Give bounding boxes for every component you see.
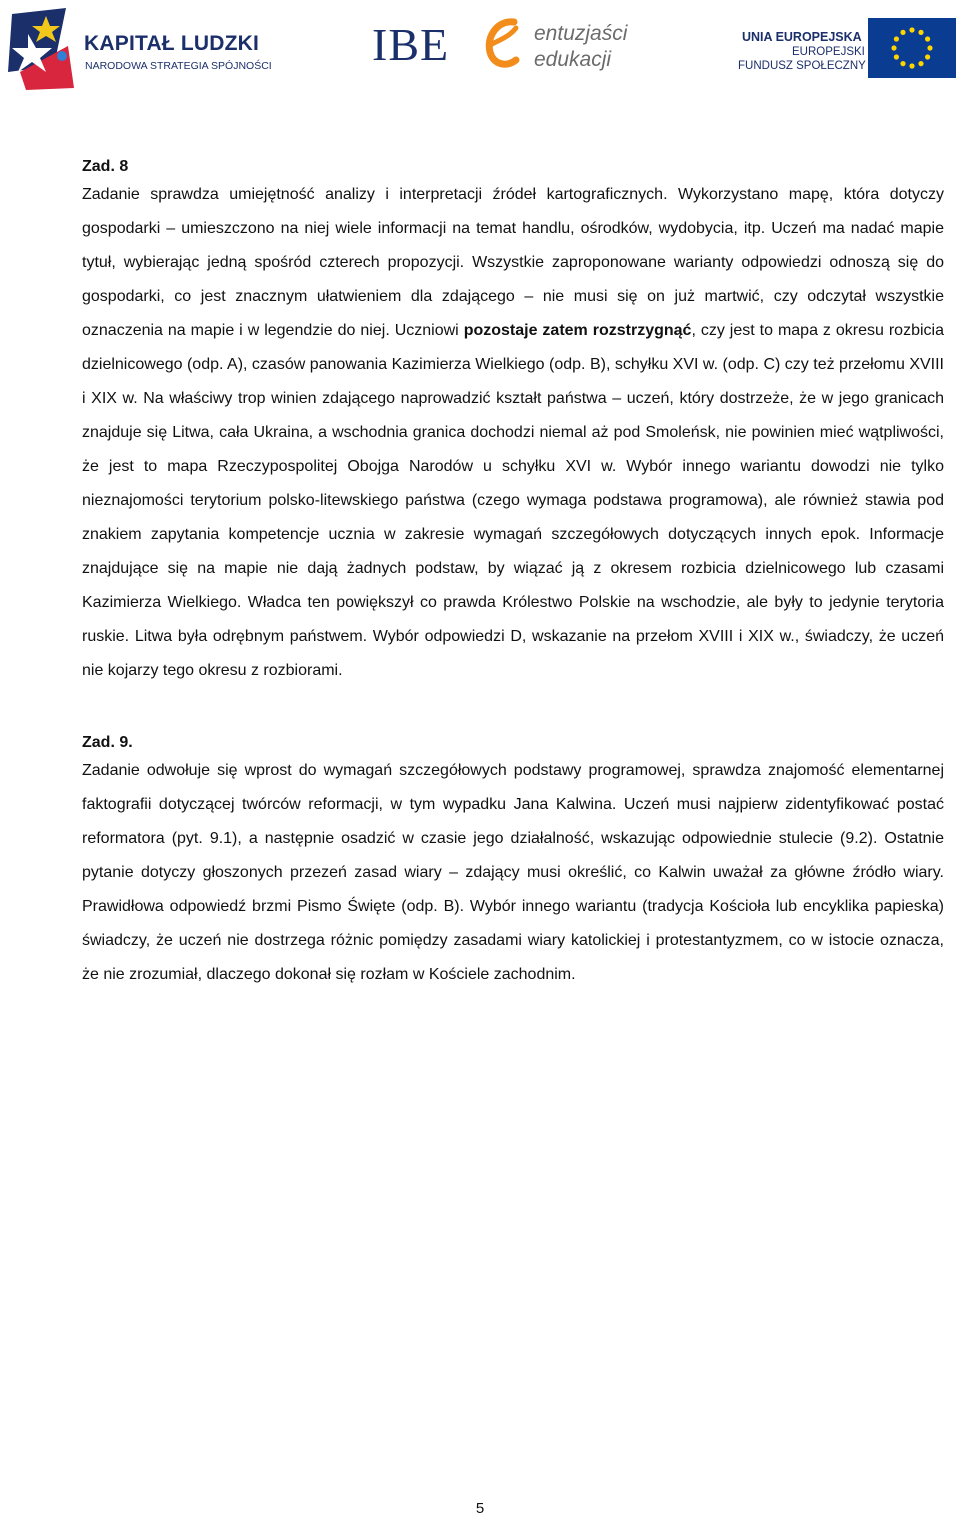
ibe-brand-line2: edukacji xyxy=(534,48,612,71)
ue-line1: EUROPEJSKI xyxy=(792,46,865,58)
eu-flag-icon xyxy=(868,18,956,78)
kapital-ludzki-title: KAPITAŁ LUDZKI xyxy=(84,32,260,55)
zad8-paragraph xyxy=(82,178,944,688)
kapital-ludzki-emblem-icon xyxy=(6,6,78,92)
ibe-brand-line1: entuzjaści xyxy=(534,22,628,45)
ue-title: UNIA EUROPEJSKA xyxy=(742,30,862,44)
zad8-text-part2: , czy jest to mapa z okresu rozbicia dzielnicowego (odp. A), czasów panowania Kazimierza Wielkiego (odp. B), schyłku XVI w. (odp. C) czy też przełomu XVIII i XIX w. Na właściwy trop winien zdającego naprowadzić kształt państwa – uczeń, który dostrzeże, że w jego granicach znajduje się Litwa, cała Ukraina, a wschodnia granica dochodzi niemal aż pod Smoleńsk, nie powinien mieć wątpliwości, że jest to mapa Rzeczypospolitej Obojga Narodów u schyłku XVI w. Wybór innego wariantu dowodzi nie tylko nieznajomości terytorium polsko-litewskiego państwa (czego wymaga podstawa programowa), ale również stawia pod znakiem zapytania kompetencje ucznia w zakresie wymagań szczegółowych dotyczących innych epok. Informacje znajdujące się na mapie nie dają żadnych podstaw, by wiązać ją z okresem rozbicia dzielnicowego lub czasami Kazimierza Wielkiego. Władca ten powiększył co prawda Królestwo Polskie na wschodzie, ale były to jedynie terytoria ruskie. Litwa była odrębnym państwem. Wybór odpowiedzi D, wskazanie na przełom XVIII i XIX w., świadczy, że uczeń nie kojarzy tego okresu z rozbiorami. xyxy=(82,322,944,679)
entuzjasci-e-icon xyxy=(480,14,524,76)
unia-europejska-logo xyxy=(738,18,958,80)
zad8-bold-phrase: pozostaje zatem rozstrzygnąć xyxy=(463,322,692,339)
zad9-paragraph: Zadanie odwołuje się wprost do wymagań szczegółowych podstawy programowej, sprawdza znajomość elementarnej faktografii dotyczącej twórców reformacji, w tym wypadku Jana Kalwina. Uczeń musi najpierw zidentyfikować postać reformatora (pyt. 9.1), a następnie osadzić w czasie jego działalność, wskazując odpowiednie stulecie (9.2). Ostatnie pytanie dotyczy głoszonych przezeń zasad wiary – zdający musi określić, co Kalwin uważał za główne źródło wiary. Prawidłowa odpowiedź brzmi Pismo Święte (odp. B). Wybór innego wariantu (tradycja Kościoła lub encyklika papieska) świadczy, że uczeń nie dostrzega różnic pomiędzy zasadami wiary katolickiej i protestantyzmem, co w istocie oznacza, że nie zrozumiał, dlaczego dokonał się rozłam w Kościele zachodnim. xyxy=(82,762,944,983)
zad8-heading: Zad. 8 xyxy=(82,158,129,175)
ibe-wordmark: IBE xyxy=(372,19,450,70)
ibe-logo xyxy=(372,12,642,82)
zad8-text-part1: Zadanie sprawdza umiejętność analizy i interpretacji źródeł kartograficznych. Wykorzystano mapę, która dotyczy gospodarki – umieszczono na niej wiele informacji na temat handlu, ośrodków, wydobycia, itp. Uczeń ma nadać mapie tytuł, wybierając jedną spośród czterech propozycji. Wszystkie zaproponowane warianty odpowiedzi odnoszą się do gospodarki, co jest znacznym ułatwieniem dla zdającego – nie musi się on już martwić, czy odczytał wszystkie oznaczenia na mapie i w legendzie do niej. Uczniowi xyxy=(82,186,944,339)
ue-line2: FUNDUSZ SPOŁECZNY xyxy=(738,60,866,72)
page-header xyxy=(0,0,960,100)
zad9-heading: Zad. 9. xyxy=(82,734,133,751)
document-body xyxy=(82,156,944,992)
kapital-ludzki-subtitle: NARODOWA STRATEGIA SPÓJNOŚCI xyxy=(85,60,272,72)
kapital-ludzki-logo xyxy=(6,6,276,94)
page-number: 5 xyxy=(475,1500,485,1517)
